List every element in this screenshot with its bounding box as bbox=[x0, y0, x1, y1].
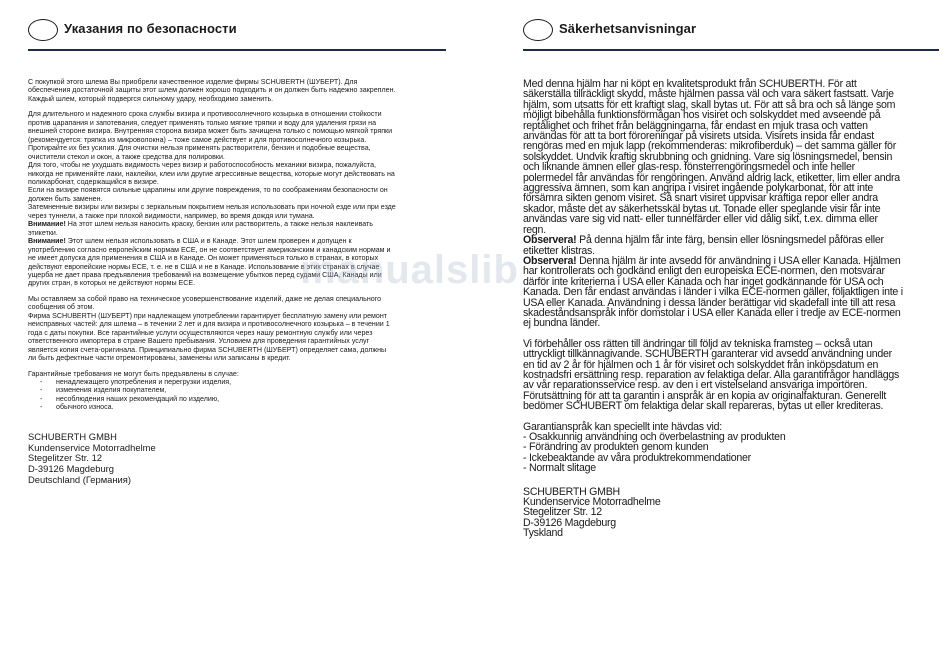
notice-text: На этот шлем нельзя наносить краску, бензин или растворитель, а также нельзя наклеивать этикетки. bbox=[28, 220, 373, 237]
list-item: - несоблюдения наших рекомендаций по изделию, bbox=[40, 395, 396, 403]
right-page-header bbox=[523, 18, 939, 46]
address-line: SCHUBERTH GMBH bbox=[28, 430, 117, 442]
scratch-paragraph: Если на визире появятся сильные царапины или другие повреждения, то по соображениям безопасности он должен быть заменен. bbox=[28, 186, 388, 203]
right-page bbox=[475, 0, 950, 657]
list-item: - изменения изделия покупателем, bbox=[40, 386, 396, 394]
address-line: Stegelitzer Str. 12 bbox=[28, 452, 102, 464]
right-page-body bbox=[523, 79, 903, 539]
company-address bbox=[523, 487, 903, 539]
warranty-paragraph: Фирма SCHUBERTH (ШУБЕРТ) при надлежащем употреблении гарантирует бесплатную замену или ремонт неисправных частей: для шлема – в течении 2 лет и для визира и противосолнечного козырька – в течении 1 года с даты покупки. Все гарантийные услуги осуществляются через нашу ремонтную службу или через ответственного импортера в стране Вашего пребывания. Условием для проведения гарантийных услуг является копия счета-оригинала. Принципиально фирма SCHUBERTH (ШУБЕРТ) определяет сама, должны ли быть дефектные части отремонтированы, заменены или записаны в кредит. bbox=[28, 311, 390, 363]
notice-paint bbox=[523, 235, 903, 256]
watermark: manualslib bbox=[300, 248, 519, 292]
notice-text: På denna hjälm får inte färg, bensin eller lösningsmedel påföras eller etiketter klistras. bbox=[523, 234, 884, 257]
oval-marker-icon bbox=[523, 19, 553, 41]
notice-text: Denna hjälm är inte avsedd för användning i USA eller Kanada. Hjälmen har kontrollerats och godkänd enligt den europeiska ECE-normen, den motsvarar därför inte kriterierna i USA eller Kanada och har inget godkännande för USA och Kanada. Den får endast användas i länder i vilka ECE-normen gäller, följaktligen inte i USA eller Kanada. Användning i dessa länder berättigar vid skadefall inte till att resa skadeståndsanspråk inför domstolar i USA eller Kanada eller i tredje av ECE-normen ej bundna länder. bbox=[523, 254, 903, 330]
rights-paragraph: Мы оставляем за собой право на техническое усовершенствование изделий, даже не делая специального сообщения об этом. bbox=[28, 294, 382, 312]
list-item: - ненадлежащего употребления и перегрузки изделия, bbox=[40, 378, 396, 386]
left-page-title: Указания по безопасности bbox=[64, 21, 237, 36]
address-line: Kundenservice Motorradhelme bbox=[523, 496, 661, 509]
left-page-body bbox=[28, 78, 396, 486]
list-item: - Ickebeaktande av våra produktrekommendationer bbox=[523, 451, 751, 464]
claims-list bbox=[523, 432, 903, 474]
notice-label: Внимание! bbox=[28, 237, 66, 246]
address-line: Kundenservice Motorradhelme bbox=[28, 441, 156, 453]
notice-usa-canada bbox=[28, 237, 396, 288]
care-paragraph: Для длительного и надежного срока службы визира и противосолнечного козырька в отношении стойкости против царапания и запотевания, следует применять только мягкие тряпки и воду для удаления грязи на внешней стороне визира. Внутренняя сторона визира может быть зачищена только с помощью мягкой тряпки (рекомендуется: тряпка из микроволокна) – тоже самое действует и для противосолнечного козырька. Протирайте их без усилия. Для очистки нельзя применять растворители, бензин и подобные вещества, очистители стекол и окон, а также средства для полировки. bbox=[28, 110, 393, 161]
address-line: D-39126 Magdeburg bbox=[523, 516, 616, 529]
list-item: - обычного износа. bbox=[40, 403, 396, 411]
list-item: - Osakkunnig användning och överbelastning av produkten bbox=[523, 431, 786, 443]
list-item: - Normalt slitage bbox=[523, 462, 596, 475]
header-rule bbox=[28, 49, 446, 51]
address-line: Deutschland (Германия) bbox=[28, 473, 131, 485]
left-page-header bbox=[28, 18, 446, 46]
address-line: Stegelitzer Str. 12 bbox=[523, 506, 602, 519]
address-line: SCHUBERTH GMBH bbox=[523, 485, 620, 498]
oval-marker-icon bbox=[28, 19, 58, 41]
notice-label: Observera! bbox=[523, 234, 577, 247]
notice-label: Внимание! bbox=[28, 220, 66, 229]
right-page-title: Säkerhetsanvisningar bbox=[559, 21, 697, 36]
notice-paint bbox=[28, 220, 396, 237]
claims-list bbox=[28, 378, 396, 412]
warranty-paragraph: Vi förbehåller oss rätten till ändringar till följd av tekniska framsteg – också utan uttryckligt tillkännagivande. SCHUBERTH garanterar vid avsedd användning under en tid av 2 år för hjälmen och 1 år för visiret och solskyddet från inköpsdatum en kostnadsfri ersättning resp. reparation av felaktiga delar. Alla garantifrågor handläggs av vår reparationsservice resp. av den i ert vistelseland ansvariga importören. Förutsättning för att ta garantin i anspråk är en kopia av originalfakturan. Generellt bedömer SCHUBERT om felaktiga delar skall repareras, bytas ut eller krediteras. bbox=[523, 337, 900, 413]
intro-paragraph: С покупкой этого шлема Вы приобрели качественное изделие фирмы SCHUBERTH (ШУБЕРТ). Для обеспечения достаточной защиты этот шлем должен хорошо подходить и он должен быть надежно закреплен. Каждый шлем, который подвергся сильному удару, необходимо заменить. bbox=[28, 78, 396, 103]
notice-usa-canada bbox=[523, 256, 903, 329]
address-line: D-39126 Magdeburg bbox=[28, 463, 114, 475]
address-line: Tyskland bbox=[523, 527, 563, 540]
claims-intro: Garantianspråk kan speciellt inte hävdas vid: bbox=[523, 420, 722, 433]
claims-intro: Гарантийные требования не могут быть предъявлены в случае: bbox=[28, 369, 239, 378]
list-item: - Förändring av produkten genom kunden bbox=[523, 441, 709, 454]
tinted-visor-paragraph: Затемненные визиры или визиры с зеркальным покрытием нельзя использовать при ночной езде или при езде через туннели, а также при плохой видимости, например, во время дождя или тумана. bbox=[28, 203, 396, 220]
notice-text: Этот шлем нельзя использовать в США и в Канаде. Этот шлем проверен и допущен к употреблению согласно европейским нормам ECE, он не соответствует американским и канадским нормам и не имеет допуска для применения в США и в Канаде. Он может применяться только в странах, в которых действуют европейские нормы ECE, т. е. не в США и не в Канаде. Использование в этих странах в случае ущерба не дает права предъявления требований на возмещение убытков перед судами США, Канады или других стран, в которых не действуют нормы ECE. bbox=[28, 237, 391, 288]
notice-label: Observera! bbox=[523, 254, 577, 267]
visibility-paragraph: Для того, чтобы не ухудшать видимость через визир и работоспособность механики визира, пожалуйста, никогда не применяйте лаки, наклейки, клеи или другие агрессивные вещества, которые могут действовать на поликарбонат, содержащийся в визире. bbox=[28, 161, 395, 186]
company-address bbox=[28, 432, 396, 486]
intro-paragraph: Med denna hjälm har ni köpt en kvalitetsprodukt från SCHUBERTH. För att säkerställa tillräckligt skydd, måste hjälmen passa väl och vara säkert fastsatt. Varje hjälm, som utsatts för ett kraftigt slag, skall bytas ut. För att så bra och så länge som möjligt bibehålla funktionsförmågan hos visiret och solskyddet med avseende på reptålighet och frihet från beläggningarna, får endast en mjuk trasa och vatten användas för att ta bort föroreningar på visirets utsida. Visirets insida får endast rengöras med en mjuk lapp (rekommenderas: mikrofiberduk) – det samma gäller för solskyddet. Undvik kraftig skrubbning och gnidning. Vare sig lösningsmedel, bensin och liknande ämnen eller glas-resp. fönsterrengöringsmedel och inte heller polermedel får användas för rengöringen. Använd aldrig lack, etiketter, lim eller andra aggressiva ämnen, som kan angripa i visiret ingående polykarbonat, för att inte försämra sikten genom visiret. Så snart visiret uppvisar kraftiga repor eller andra skador, måste det av säkerhetsskäl bytas ut. Tonade eller speglande visir får inte användas vare sig vid natt- eller tunnelfärder eller vid dålig sikt, t.ex. dimma eller regn. bbox=[523, 78, 900, 236]
header-rule bbox=[523, 49, 939, 51]
